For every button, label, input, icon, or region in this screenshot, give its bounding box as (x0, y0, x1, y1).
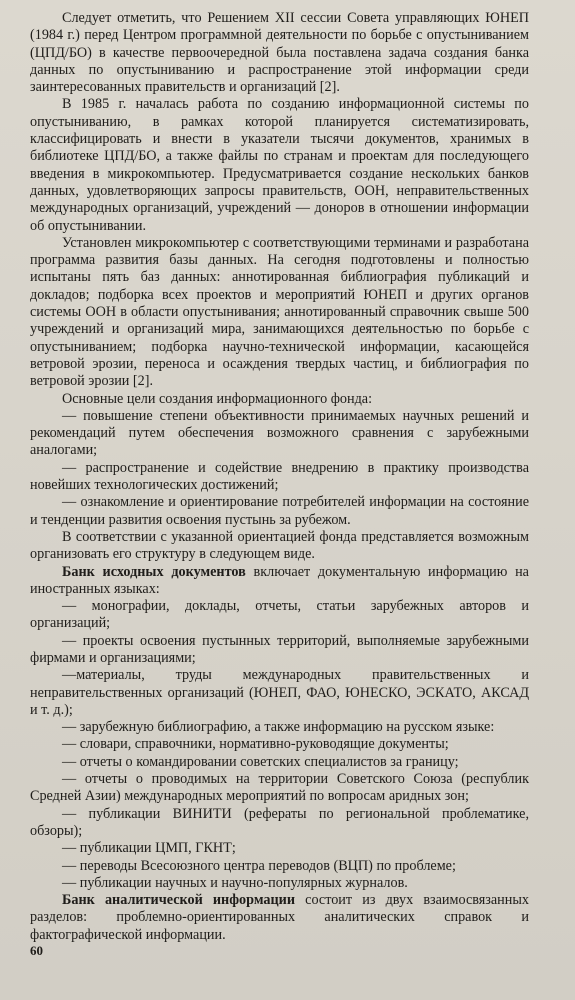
paragraph (30, 892, 529, 944)
list-item (30, 771, 529, 806)
bold-term: Банк исходных документов (62, 563, 246, 580)
list-item (30, 858, 529, 875)
bold-term: Банк аналитической информации (62, 892, 296, 909)
list-item (30, 840, 529, 857)
paragraph-text: —материалы, труды международных правительственных и неправительственных организаций (ЮНЕП, ФАО, ЮНЕСКО, ЭСКАТО, АКСАД и т. д.); (30, 667, 529, 718)
list-item (30, 408, 529, 460)
paragraph-text: Основные цели создания информационного фонда: (62, 390, 373, 407)
paragraph-text: — распространение и содействие внедрению в практику производства новейших технологических достижений; (30, 459, 529, 494)
paragraph-text: — зарубежную библиографию, а также информацию на русском языке: (62, 719, 495, 736)
paragraph-text: — публикации ЦМП, ГКНТ; (62, 840, 236, 857)
paragraph (30, 96, 529, 234)
list-item (30, 806, 529, 841)
paragraph-text: — ознакомление и ориентирование потребителей информации на состояние и тенденции развития освоения пустынь за рубежом. (30, 494, 529, 528)
list-item (30, 633, 529, 668)
paragraph-text: — повышение степени объективности принимаемых научных решений и рекомендаций путем обеспечения возможного сравнения с зарубежными аналогами; (30, 407, 529, 459)
paragraph-text: — отчеты о командировании советских специалистов за границу; (62, 753, 459, 770)
list-item (30, 875, 529, 892)
paragraph-text: — проекты освоения пустынных территорий, выполняемые зарубежными фирмами и организациями; (30, 632, 529, 666)
paragraph-text: Следует отметить, что Решением XII сессии Совета управляющих ЮНЕП (1984 г.) перед Центром программной деятельности по борьбе с опустыниванием (ЦПД/БО) в качестве первоочередной была поставлена задача создания банка данных по опустыниванию и распространение этой информации среди заинтересованных правительств и организаций [2]. (30, 10, 529, 96)
list-item (30, 719, 529, 736)
paragraph (30, 564, 529, 599)
paragraph-text: включает документальную информацию на иностранных языках: (30, 563, 529, 597)
paragraph-text: — публикации ВИНИТИ (рефераты по региональной проблематике, обзоры); (30, 805, 529, 839)
paragraph (30, 235, 529, 391)
paragraph-text: — словари, справочники, нормативно-руководящие документы; (62, 736, 449, 753)
list-item (30, 460, 529, 495)
list-item (30, 667, 529, 719)
paragraph (30, 10, 529, 96)
list-item (30, 736, 529, 753)
paragraph-text: — переводы Всесоюзного центра переводов (ВЦП) по проблеме; (62, 857, 456, 874)
list-item (30, 598, 529, 633)
paragraph-text: Установлен микрокомпьютер с соответствующими терминами и разработана программа развития базы данных. На сегодня подготовлены и полностью испытаны пять баз данных: аннотированная библиография публикаций и докладов; подборка всех проектов и мероприятий ЮНЕП и других органов системы ООН в области опустынивания; аннотированный справочник свыше 500 учреждений и организаций мира, занимающихся деятельностью по борьбе с опустыниванием; подборка научно-технической информации, касающейся ветровой эрозии, переноса и осаждения твердых частиц, и библиография по ветровой эрозии [2]. (30, 234, 529, 390)
page-number: 60 (30, 943, 43, 958)
paragraph-text: — отчеты о проводимых на территории Советского Союза (республик Средней Азии) международных мероприятий по вопросам аридных зон; (30, 771, 529, 805)
list-item (30, 494, 529, 529)
body-text (30, 10, 529, 944)
paragraph-text: — публикации научных и научно-популярных журналов. (62, 874, 408, 891)
paragraph-text: состоит из двух взаимосвязанных разделов: проблемно-ориентированных аналитических справок и фактографической информации. (30, 892, 529, 943)
list-item (30, 754, 529, 771)
paragraph-text: В соответствии с указанной ориентацией фонда представляется возможным организовать его структуру в следующем виде. (30, 528, 529, 563)
paragraph-text: В 1985 г. началась работа по созданию информационной системы по опустыниванию, в рамках которой планируется систематизировать, классифицировать и внести в указатели тысячи документов, хранимых в библиотеке ЦПД/БО, а также файлы по странам и проектам для последующего введения в микрокомпьютер. Предусматривается создание нескольких банков данных, удовлетворяющих запросы правительств, ООН, неправительственных международных организаций, учреждений — доноров в отношении информации об опустынивании. (30, 96, 529, 234)
paragraph-text: — монографии, доклады, отчеты, статьи зарубежных авторов и организаций; (30, 598, 529, 632)
paragraph (30, 391, 529, 408)
paragraph (30, 529, 529, 564)
